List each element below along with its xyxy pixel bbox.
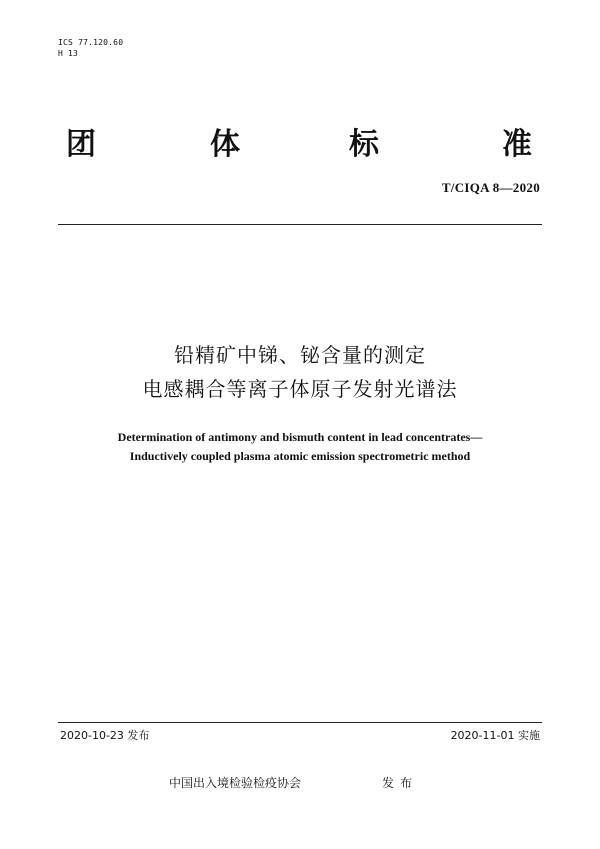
standard-type-char: 团 xyxy=(66,127,96,162)
standard-type-char: 准 xyxy=(502,127,532,162)
ics-code: ICS 77.120.60 xyxy=(58,38,124,47)
issuing-organization: 中国出入境检验检疫协会 xyxy=(169,776,302,790)
chinese-title-line-1: 铅精矿中锑、铋含量的测定 xyxy=(174,343,426,367)
bottom-divider xyxy=(58,722,542,723)
english-title-line-2: Inductively coupled plasma atomic emission spectrometric method xyxy=(129,449,471,463)
standard-type-char: 标 xyxy=(349,127,379,162)
issue-label: 发布 xyxy=(382,776,419,790)
standard-type-char: 体 xyxy=(210,127,240,162)
chinese-title-line-2: 电感耦合等离子体原子发射光谱法 xyxy=(142,377,458,401)
english-title-line-1: Determination of antimony and bismuth content in lead concentrates— xyxy=(117,430,483,444)
classification-codes xyxy=(58,37,123,59)
ccs-code: H 13 xyxy=(58,49,79,58)
publish-date: 2020-10-23 发布 xyxy=(60,729,150,742)
standard-number: T/CIQA 8—2020 xyxy=(441,180,540,195)
standard-type-title xyxy=(60,125,540,165)
top-divider xyxy=(58,224,542,225)
implement-date: 2020-11-01 实施 xyxy=(450,729,540,742)
